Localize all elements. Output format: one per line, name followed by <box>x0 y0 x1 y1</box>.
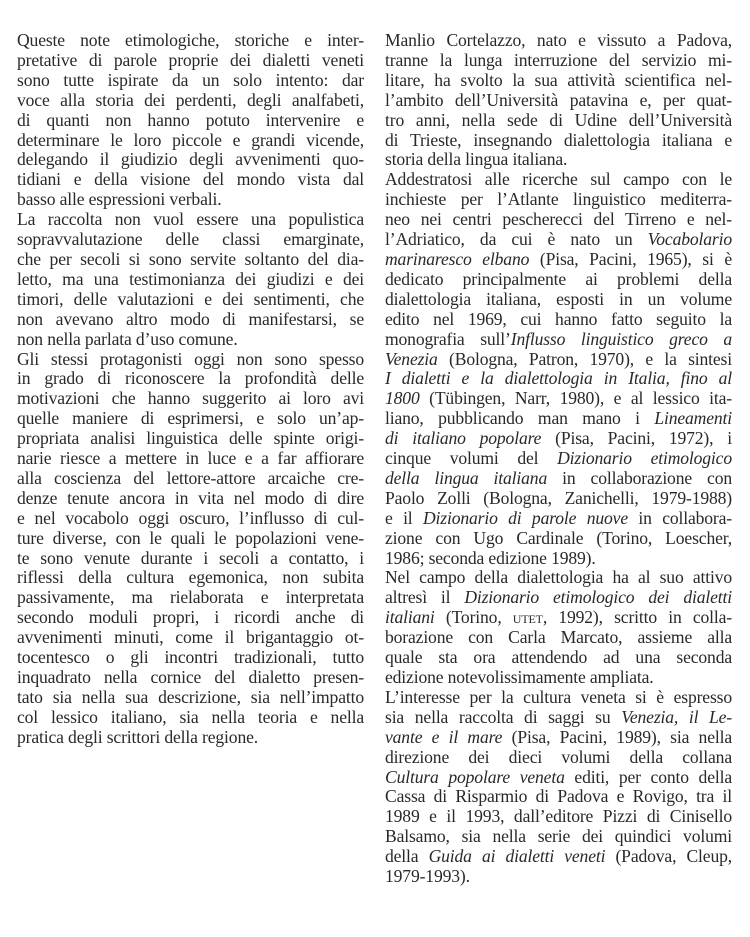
text-segment: ture diverse, con le quali le popolazioni vene- <box>17 527 364 548</box>
text-segment: sono tutte ispirate da un solo intento: dar <box>17 69 364 90</box>
text-line <box>17 648 364 668</box>
text-line <box>385 708 732 728</box>
text-line <box>385 568 732 588</box>
text-segment: delegando il giudizio degli avvenimenti quo- <box>17 149 364 170</box>
text-line <box>385 748 732 768</box>
text-line <box>385 529 732 549</box>
text-line <box>17 509 364 529</box>
text-segment: di Trieste, insegnando dialettologia italiana e <box>385 129 732 150</box>
text-line <box>385 369 732 389</box>
text-segment: dedicato principalmente ai problemi della <box>385 268 732 289</box>
text-segment: quelle maniere di esprimersi, e solo un’ap- <box>17 408 364 429</box>
text-line <box>17 489 364 509</box>
text-line <box>385 867 732 887</box>
text-line <box>17 71 364 91</box>
text-segment: L’interesse per la cultura veneta si è espresso <box>385 686 732 707</box>
text-line <box>385 628 732 648</box>
text-segment: altresì il <box>385 587 465 608</box>
text-segment: che per secoli si sono servite soltanto del dia- <box>17 248 364 269</box>
text-segment: 1979-1993). <box>385 866 470 887</box>
text-segment: pratica degli scrittori della regione. <box>17 726 258 747</box>
text-segment: l’ambito dell’Università patavina e, per quat- <box>385 89 732 110</box>
text-segment: non avevano altro modo di manifestarsi, se <box>17 308 364 329</box>
italic-title: I dialetti e la dialettologia in Italia, fino al <box>385 368 732 389</box>
italic-title: 1800 <box>385 388 420 409</box>
text-line <box>17 170 364 190</box>
text-line <box>385 549 732 569</box>
text-segment: tranne la lunga interruzione del servizio mi- <box>385 49 732 70</box>
text-segment: inchieste per l’Atlante linguistico mediterra- <box>385 189 732 210</box>
text-segment: non nella parlata d’uso comune. <box>17 328 238 349</box>
text-segment: riflessi della cultura egemonica, non subita <box>17 567 364 588</box>
text-line <box>385 150 732 170</box>
text-line <box>17 429 364 449</box>
text-segment: edito nel 1969, cui hanno fatto seguito la <box>385 308 732 329</box>
text-segment: (Pisa, Pacini, 1965), si è <box>529 248 732 269</box>
text-segment: Queste note etimologiche, storiche e inter- <box>17 30 364 50</box>
text-segment: edizione notevolissimamente ampliata. <box>385 667 654 687</box>
text-segment: (Pisa, Pacini, 1972), i <box>541 428 732 449</box>
text-line <box>17 568 364 588</box>
text-line <box>385 688 732 708</box>
text-line <box>17 588 364 608</box>
text-segment: , 1992), scritto in colla- <box>542 607 732 628</box>
text-segment: basso alle espressioni verbali. <box>17 189 222 210</box>
italic-title: italiani <box>385 607 435 628</box>
italic-title: Influsso linguistico greco a <box>510 328 733 349</box>
text-segment: litare, ha svolto la sua attività scientifica nel- <box>385 69 732 90</box>
text-line <box>17 449 364 469</box>
text-line <box>17 150 364 170</box>
text-segment: e nel vocabolo oggi oscuro, l’influsso di cul- <box>17 507 364 528</box>
text-line <box>385 170 732 190</box>
paragraph <box>385 31 732 170</box>
text-segment: secondo moduli propri, i ricordi anche di <box>17 607 364 628</box>
text-line <box>17 389 364 409</box>
text-segment: Balsamo, sia nella serie dei quindici volumi <box>385 826 732 847</box>
italic-title: marinaresco elbano <box>385 248 530 269</box>
text-segment: 1989 e il 1993, dall’editore Pizzi di Cinisello <box>385 806 732 827</box>
text-line <box>17 369 364 389</box>
text-segment: Manlio Cortelazzo, nato e vissuto a Padova, <box>385 30 732 50</box>
text-segment: storia della lingua italiana. <box>385 149 568 170</box>
text-segment: (Padova, Cleup, <box>605 846 732 867</box>
text-line <box>385 449 732 469</box>
text-line <box>385 787 732 807</box>
text-segment: (Bologna, Patron, 1970), e la sintesi <box>437 348 732 369</box>
italic-title: vante e il mare <box>385 726 503 747</box>
text-segment: zione con Ugo Cardinale (Torino, Loescher, <box>385 527 732 548</box>
text-line <box>385 210 732 230</box>
italic-title: Guida ai dialetti veneti <box>428 846 606 867</box>
italic-title: Venezia <box>385 348 438 369</box>
text-line <box>385 608 732 628</box>
text-line <box>385 330 732 350</box>
text-line <box>385 648 732 668</box>
text-line <box>385 827 732 847</box>
text-line <box>17 628 364 648</box>
text-line <box>385 668 732 688</box>
text-segment: narie riesce a mettere in luce e a far affiorare <box>17 448 364 469</box>
italic-title: Cultura popolare veneta <box>385 766 565 787</box>
text-segment: Nel campo della dialettologia ha al suo attivo <box>385 567 732 588</box>
text-segment: in collaborazione con <box>547 467 732 488</box>
text-segment: inquadrato nella cornice del dialetto presen- <box>17 667 364 687</box>
text-segment: monografia sull’ <box>385 328 511 349</box>
text-line <box>385 847 732 867</box>
text-line <box>17 608 364 628</box>
paragraph <box>385 568 732 687</box>
text-segment: cinque volumi del <box>385 448 558 469</box>
text-segment: sopravvalutazione delle classi emarginate, <box>17 229 364 250</box>
text-segment: direzione dei dieci volumi della collana <box>385 746 732 767</box>
text-line <box>385 588 732 608</box>
text-line <box>385 469 732 489</box>
text-line <box>17 409 364 429</box>
text-line <box>17 688 364 708</box>
text-segment: dialettologia italiana, esposti in un volume <box>385 288 732 309</box>
text-segment: Addestratosi alle ricerche sul campo con le <box>385 169 732 190</box>
text-line <box>17 51 364 71</box>
text-line <box>17 111 364 131</box>
text-segment: di quanti non hanno potuto intervenire e <box>17 109 364 130</box>
text-segment: e il <box>385 507 423 528</box>
text-segment: avvenimenti minuti, come il brigantaggio ot- <box>17 627 364 648</box>
text-line <box>385 190 732 210</box>
text-line <box>385 230 732 250</box>
text-line <box>17 728 364 748</box>
text-line <box>17 668 364 688</box>
text-line <box>17 31 364 51</box>
text-segment: passivamente, ma rielaborata e interpretata <box>17 587 364 608</box>
text-segment: col lessico italiano, sia nella teoria e nella <box>17 706 364 727</box>
italic-title: Dizionario etimologico dei dialetti <box>464 587 732 608</box>
text-line <box>385 131 732 151</box>
text-line <box>385 290 732 310</box>
italic-title: Dizionario etimologico <box>557 448 732 469</box>
text-line <box>385 31 732 51</box>
text-line <box>385 310 732 330</box>
italic-title: di italiano popolare <box>385 428 542 449</box>
text-segment: timori, delle valutazioni e dei sentimenti, che <box>17 288 364 309</box>
text-line <box>385 91 732 111</box>
text-line <box>17 91 364 111</box>
text-line <box>385 728 732 748</box>
text-segment: l’Adriatico, da cui è nato un <box>385 229 648 250</box>
text-line <box>17 290 364 310</box>
text-line <box>17 131 364 151</box>
text-segment: in grado di riconoscere la profondità delle <box>17 368 364 389</box>
text-line <box>17 350 364 370</box>
left-column <box>17 31 364 748</box>
text-line <box>385 429 732 449</box>
text-segment: voce alla storia dei perdenti, degli analfabeti, <box>17 89 364 110</box>
text-line <box>17 190 364 210</box>
paragraph <box>17 31 364 210</box>
text-line <box>385 51 732 71</box>
italic-title: Venezia, il Le- <box>621 706 732 727</box>
text-line <box>385 71 732 91</box>
text-segment: determinare le loro piccole e grandi vicende, <box>17 129 364 150</box>
text-line <box>385 389 732 409</box>
text-segment: La raccolta non vuol essere una populistica <box>17 209 364 230</box>
text-line <box>17 310 364 330</box>
paragraph <box>17 350 364 748</box>
text-segment: Paolo Zolli (Bologna, Zanichelli, 1979-1988) <box>385 487 732 508</box>
small-caps-text: utet <box>512 607 543 628</box>
text-line <box>385 509 732 529</box>
italic-title: Dizionario di parole nuove <box>422 507 628 528</box>
paragraph <box>385 688 732 887</box>
text-segment: tocentesco o gli incontri tradizionali, tutto <box>17 647 364 668</box>
text-segment: della <box>385 846 429 867</box>
text-segment: denze tenute ancora in vita nel modo di dire <box>17 487 364 508</box>
text-line <box>385 409 732 429</box>
italic-title: della lingua italiana <box>385 467 548 488</box>
text-line <box>17 549 364 569</box>
text-segment: Cassa di Risparmio di Padova e Rovigo, tra il <box>385 786 732 807</box>
text-segment: pretative di parole proprie dei dialetti veneti <box>17 49 364 70</box>
text-line <box>17 469 364 489</box>
text-segment: alla coscienza del lettore-attore arcaiche cre- <box>17 467 364 488</box>
text-segment: tidiani e della visione del mondo vista dal <box>17 169 364 190</box>
text-line <box>385 768 732 788</box>
text-line <box>17 270 364 290</box>
text-segment: borazione con Carla Marcato, assieme alla <box>385 627 732 648</box>
text-segment: quale sta ora attendendo ad una seconda <box>385 647 732 668</box>
text-segment: 1986; seconda edizione 1989). <box>385 547 596 568</box>
text-line <box>17 330 364 350</box>
text-line <box>17 529 364 549</box>
text-line <box>17 230 364 250</box>
text-line <box>385 350 732 370</box>
text-line <box>17 250 364 270</box>
text-segment: liano, pubblicando man mano i <box>385 408 655 429</box>
text-line <box>385 250 732 270</box>
text-segment: te sono venute durante i secoli a contatto, i <box>17 547 364 568</box>
text-line <box>385 807 732 827</box>
text-segment: (Torino, <box>434 607 513 628</box>
right-column <box>385 31 732 887</box>
text-segment: tro anni, nella sede di Udine dell’Università <box>385 109 732 130</box>
text-segment: in collabora- <box>627 507 732 528</box>
italic-title: Vocabolario <box>647 229 732 250</box>
text-segment: neo nei centri pescherecci del Tirreno e nel- <box>385 209 732 230</box>
paragraph <box>17 210 364 349</box>
text-segment: propriata analisi linguistica delle spinte origi- <box>17 428 364 449</box>
paragraph <box>385 170 732 568</box>
italic-title: Lineamenti <box>654 408 732 429</box>
text-line <box>385 270 732 290</box>
text-line <box>17 210 364 230</box>
text-segment: Gli stessi protagonisti oggi non sono spesso <box>17 348 364 369</box>
text-segment: sia nella raccolta di saggi su <box>385 706 622 727</box>
text-segment: tato sia nella sua descrizione, sia nell’impatto <box>17 686 364 707</box>
text-segment: motivazioni che hanno suggerito ai loro avi <box>17 388 364 409</box>
text-segment: (Pisa, Pacini, 1989), sia nella <box>502 726 732 747</box>
text-segment: letto, ma una testimonianza dei giudizi e dei <box>17 268 364 289</box>
text-line <box>385 111 732 131</box>
text-line <box>385 489 732 509</box>
text-line <box>17 708 364 728</box>
text-segment: (Tübingen, Narr, 1980), e al lessico ita- <box>419 388 732 409</box>
text-segment: editi, per conto della <box>564 766 732 787</box>
